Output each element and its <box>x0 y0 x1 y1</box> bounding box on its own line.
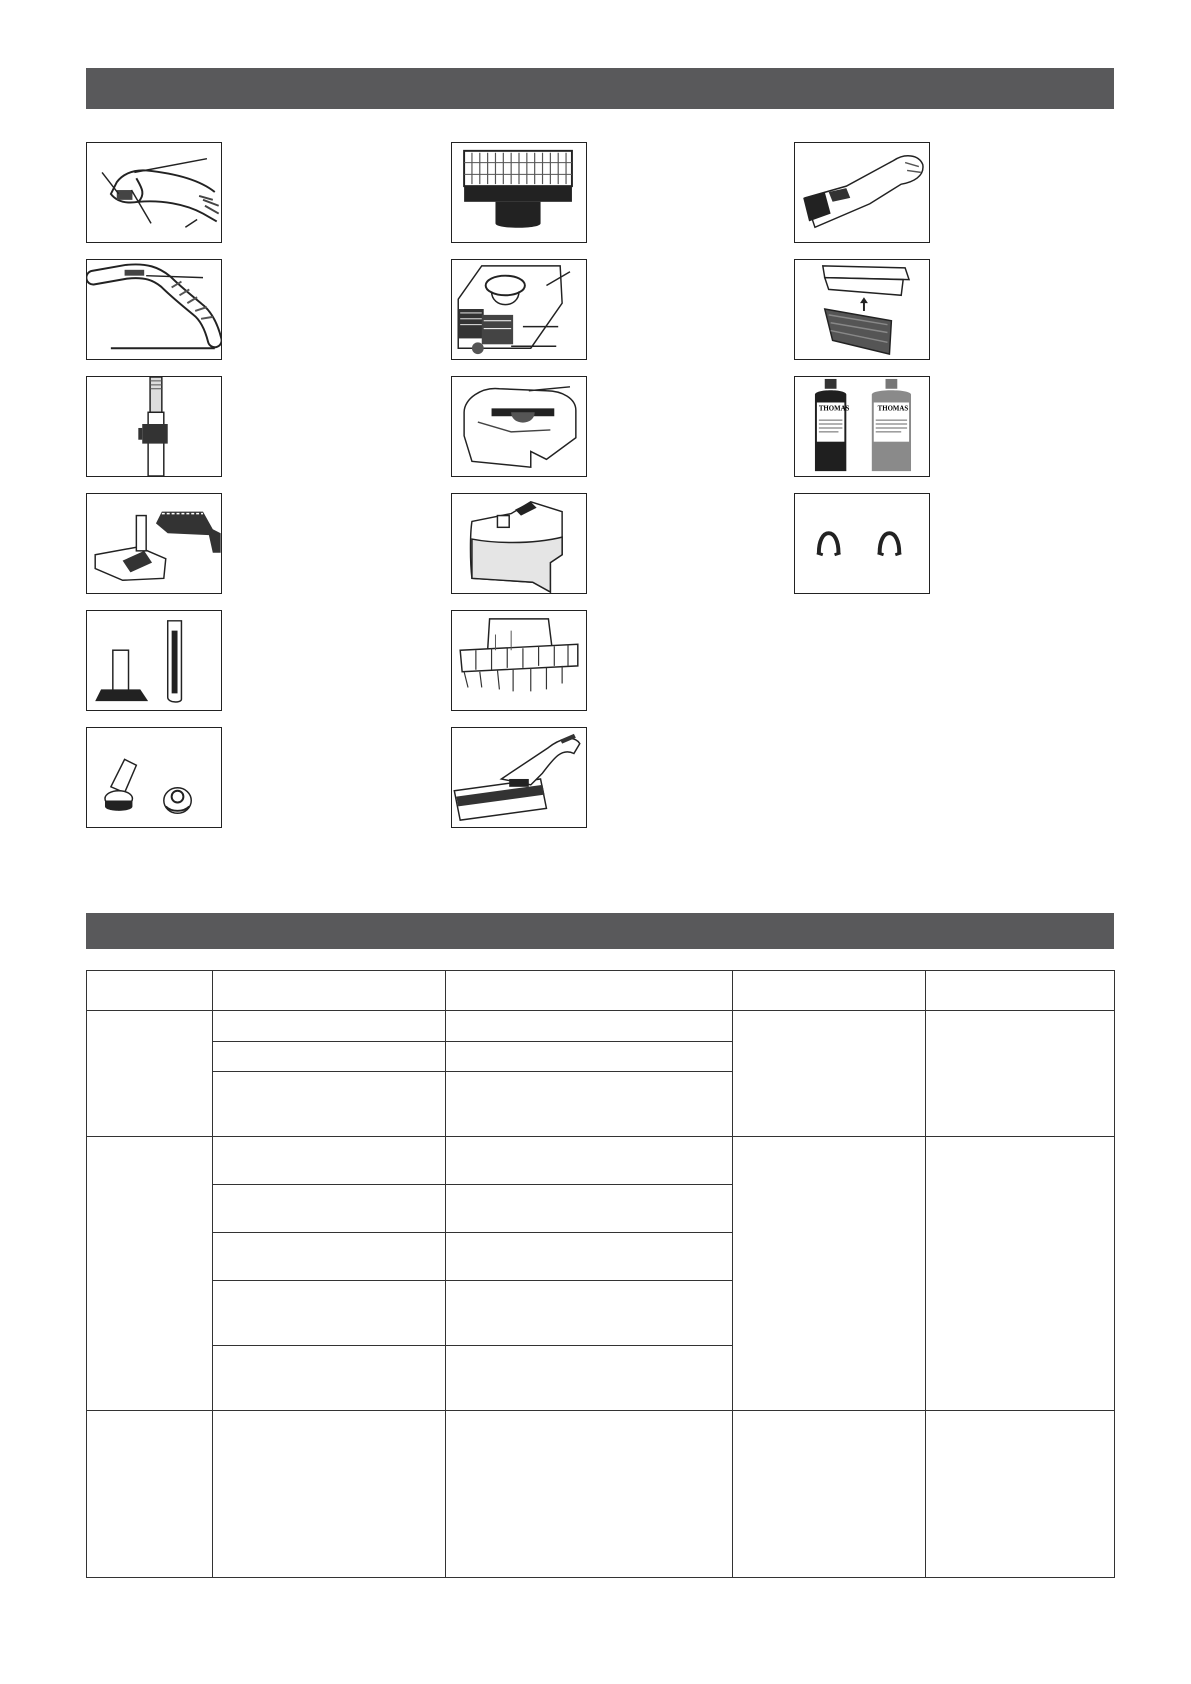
table-row <box>87 1411 1115 1578</box>
table-cell <box>446 1011 733 1042</box>
table-cell <box>213 1137 446 1185</box>
table-cell <box>87 1137 213 1411</box>
hose-handle-icon <box>86 142 222 243</box>
table-header-cell <box>926 971 1115 1011</box>
table-cell <box>446 1137 733 1185</box>
table-cell <box>733 1137 926 1411</box>
table-header-cell <box>446 971 733 1011</box>
hose-icon <box>86 259 222 360</box>
table-header-row <box>87 971 1115 1011</box>
table-cell <box>213 1411 446 1578</box>
table-cell <box>446 1042 733 1072</box>
table-cell <box>87 1411 213 1578</box>
table-cell <box>213 1185 446 1233</box>
table-cell <box>733 1411 926 1578</box>
table-cell <box>446 1233 733 1281</box>
table-cell <box>87 1011 213 1137</box>
table-cell <box>446 1185 733 1233</box>
table-cell <box>446 1411 733 1578</box>
table-header-cell <box>87 971 213 1011</box>
cleaning-liquid-bottles-icon <box>794 376 930 477</box>
hepa-filter-icon <box>451 142 587 243</box>
clips-icon <box>794 493 930 594</box>
squeegee-insert-icon <box>794 259 930 360</box>
table-header-cell <box>733 971 926 1011</box>
table-cell <box>213 1042 446 1072</box>
table-row <box>87 1011 1115 1042</box>
table-cell <box>213 1011 446 1042</box>
troubleshooting-table <box>86 970 1115 1578</box>
water-tank-lid-icon <box>451 376 587 477</box>
water-tank-icon <box>451 493 587 594</box>
table-cell <box>213 1346 446 1411</box>
telescopic-tube-icon <box>86 376 222 477</box>
filter-housing-icon <box>451 259 587 360</box>
table-cell <box>446 1281 733 1346</box>
table-cell <box>213 1072 446 1137</box>
table-cell <box>926 1137 1115 1411</box>
table-cell <box>446 1072 733 1137</box>
separator-insert-icon <box>451 610 587 711</box>
table-cell <box>446 1346 733 1411</box>
upholstery-crevice-nozzle-icon <box>86 610 222 711</box>
wash-nozzle-icon <box>451 727 587 828</box>
table-cell <box>926 1011 1115 1137</box>
table-cell <box>213 1281 446 1346</box>
table-header-cell <box>213 971 446 1011</box>
bottle-brand-label: THOMAS <box>818 405 850 413</box>
floor-nozzle-icon <box>86 493 222 594</box>
section-header-bar-troubleshooting <box>86 913 1114 949</box>
brush-nozzle-icon <box>86 727 222 828</box>
table-row <box>87 1137 1115 1185</box>
table-cell <box>213 1233 446 1281</box>
bottle-brand-label: THOMAS <box>877 405 909 413</box>
section-header-bar-accessories <box>86 68 1114 109</box>
spray-nozzle-icon <box>794 142 930 243</box>
table-cell <box>733 1011 926 1137</box>
table-cell <box>926 1411 1115 1578</box>
